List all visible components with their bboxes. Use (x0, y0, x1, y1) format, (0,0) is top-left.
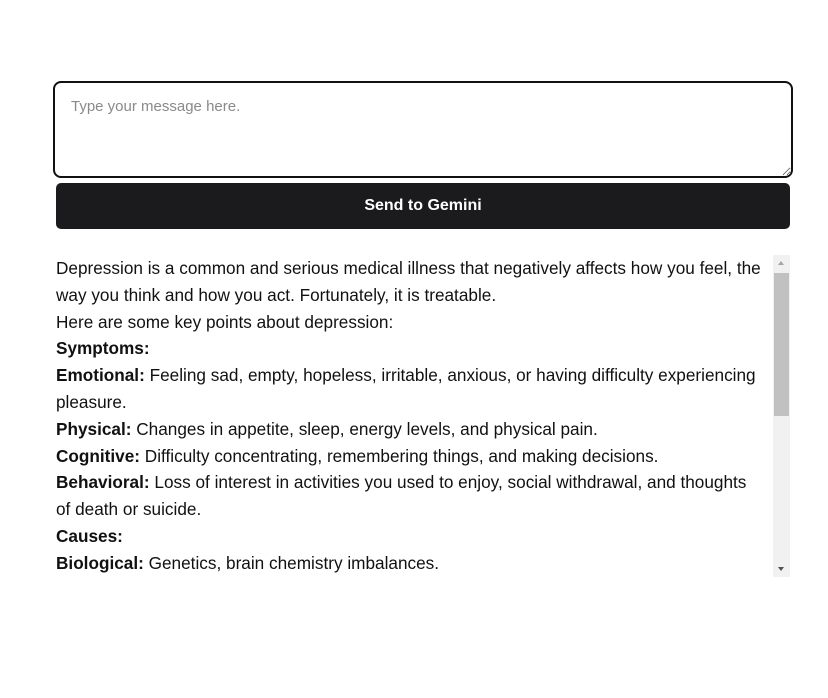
cause-biological: Biological: Genetics, brain chemistry imbalances. (56, 552, 440, 573)
scroll-down-arrow-icon[interactable] (773, 560, 790, 577)
composer (53, 81, 793, 229)
response-intro-paragraph: Depression is a common and serious medical illness that negatively affects how you feel, the way you think and how you act. Fortunately, it is treatable. (56, 258, 761, 305)
symptom-behavioral: Behavioral: Loss of interest in activities you used to enjoy, social withdrawal, and thoughts of death or suicide. (56, 472, 747, 520)
symptoms-heading: Symptoms: (56, 338, 150, 359)
response-text (56, 255, 764, 577)
response-scrollbar[interactable] (773, 255, 790, 577)
causes-heading: Causes: (56, 525, 123, 546)
symptom-physical: Physical: Changes in appetite, sleep, energy levels, and physical pain. (56, 418, 598, 439)
response-intro-line: Here are some key points about depression: (56, 311, 394, 332)
send-to-gemini-button[interactable]: Send to Gemini (56, 183, 790, 229)
message-input[interactable] (53, 81, 793, 178)
symptom-cognitive: Cognitive: Difficulty concentrating, remembering things, and making decisions. (56, 445, 659, 466)
response-panel[interactable] (56, 255, 790, 577)
scroll-thumb[interactable] (774, 273, 789, 416)
symptom-emotional: Emotional: Feeling sad, empty, hopeless, irritable, anxious, or having difficulty experiencing pleasure. (56, 365, 756, 412)
scroll-up-arrow-icon[interactable] (773, 255, 790, 272)
